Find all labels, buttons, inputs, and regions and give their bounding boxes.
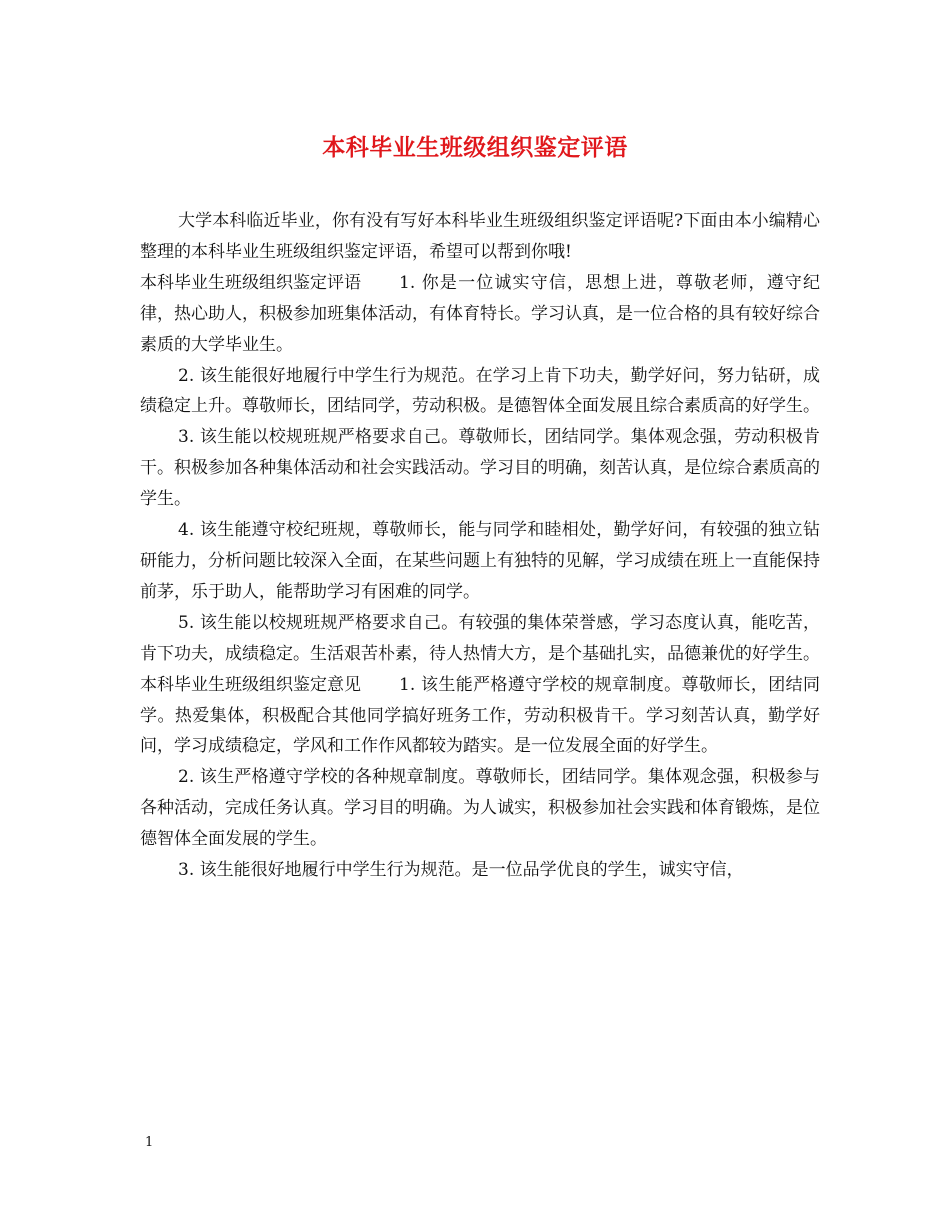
section2-heading: 本科毕业生班级组织鉴定意见 [140, 674, 361, 695]
section1-item-3: 3. 该生能以校规班规严格要求自己。尊敬师长，团结同学。集体观念强，劳动积极肯干。积极参加各种集体活动和社会实践活动。学习目的明确，刻苦认真，是位综合素质高的学生。 [140, 427, 820, 510]
section1-item-2: 2. 该生能很好地履行中学生行为规范。在学习上肯下功夫，勤学好问，努力钻研，成绩稳定上升。尊敬师长，团结同学，劳动积极。是德智体全面发展且综合素质高的好学生。 [140, 365, 820, 417]
section1-item-5: 5. 该生能以校规班规严格要求自己。有较强的集体荣誉感，学习态度认真，能吃苦，肯下功夫，成绩稳定。生活艰苦朴素，待人热情大方，是个基础扎实，品德兼优的好学生。 [140, 612, 820, 664]
section1-item-1: 1. 你是一位诚实守信，思想上进，尊敬老师，遵守纪律，热心助人，积极参加班集体活动，有体育特长。学习认真，是一位合格的具有较好综合素质的大学毕业生。 [140, 272, 820, 355]
page-number: 1 [145, 1135, 154, 1150]
section1-item-4: 4. 该生能遵守校纪班规，尊敬师长，能与同学和睦相处，勤学好问，有较强的独立钻研能力，分析问题比较深入全面，在某些问题上有独特的见解，学习成绩在班上一直能保持前茅，乐于助人，能帮助学习有困难的同学。 [140, 520, 820, 602]
document-body [140, 206, 820, 886]
section1-heading: 本科毕业生班级组织鉴定评语 [140, 272, 361, 293]
section1-paragraph-1 [140, 268, 820, 361]
section2-paragraph-1 [140, 670, 820, 763]
section2-item-2: 2. 该生严格遵守学校的各种规章制度。尊敬师长，团结同学。集体观念强，积极参与各种活动，完成任务认真。学习目的明确。为人诚实，积极参加社会实践和体育锻炼，是位德智体全面发展的学生。 [140, 767, 820, 850]
section2-item-3: 3. 该生能很好地履行中学生行为规范。是一位品学优良的学生，诚实守信， [178, 860, 744, 881]
intro-paragraph: 大学本科临近毕业，你有没有写好本科毕业生班级组织鉴定评语呢?下面由本小编精心整理的本科毕业生班级组织鉴定评语，希望可以帮到你哦! [140, 211, 820, 262]
section2-item-1: 1. 该生能严格遵守学校的规章制度。尊敬师长，团结同学。热爱集体，积极配合其他同学搞好班务工作，劳动积极肯干。学习刻苦认真，勤学好问，学习成绩稳定，学风和工作作风都较为踏实。是一位发展全面的好学生。 [140, 674, 820, 757]
document-title: 本科毕业生班级组织鉴定评语 [322, 134, 628, 161]
